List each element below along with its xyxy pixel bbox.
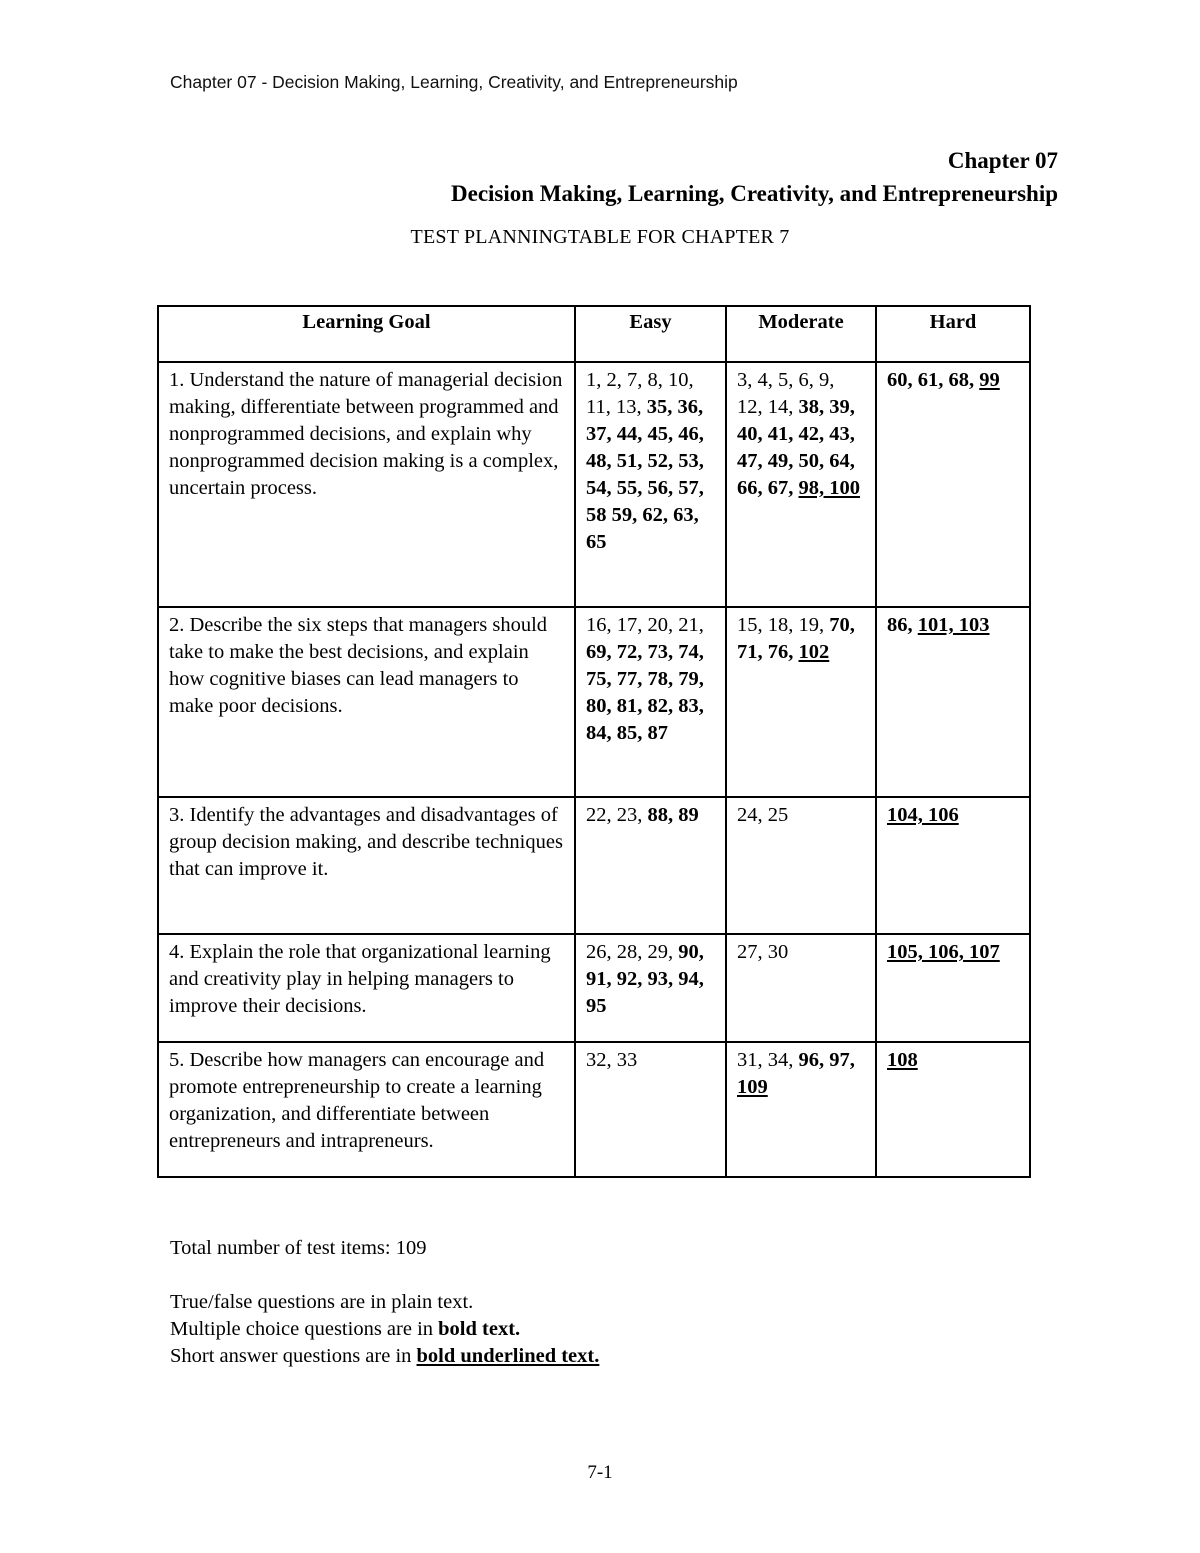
running-header: Chapter 07 - Decision Making, Learning, Creativity, and Entrepreneurship — [170, 72, 738, 92]
moderate-item-group: 15, 18, 19, — [737, 614, 830, 636]
moderate-item-group: 98, 100 — [798, 477, 860, 499]
chapter-heading — [451, 144, 1058, 210]
moderate-items-cell — [726, 607, 876, 797]
moderate-item-group: 24, 25 — [737, 804, 789, 826]
learning-goal-cell: 3. Identify the advantages and disadvantages of group decision making, and describe techniques that can improve it. — [158, 797, 575, 934]
easy-item-group: 22, 23, — [586, 804, 648, 826]
test-planning-table — [157, 305, 1031, 1178]
moderate-item-group: 3, 4, 5, 6, 9, 12, 14, — [737, 369, 835, 418]
hard-item-group: 86, — [887, 614, 918, 636]
note-true-false: True/false questions are in plain text. — [170, 1291, 474, 1313]
hard-items-cell — [876, 362, 1030, 607]
learning-goal-cell: 2. Describe the six steps that managers should take to make the best decisions, and explain how cognitive biases can lead managers to make poor decisions. — [158, 607, 575, 797]
easy-items-cell — [575, 607, 726, 797]
header-learning-goal: Learning Goal — [158, 306, 575, 362]
page-number: 7-1 — [587, 1462, 613, 1483]
moderate-item-group: 27, 30 — [737, 941, 789, 963]
easy-item-group: 26, 28, 29, — [586, 941, 679, 963]
table-title: TEST PLANNINGTABLE FOR CHAPTER 7 — [410, 226, 790, 248]
easy-item-group: 16, 17, 20, 21, — [586, 614, 704, 636]
moderate-items-cell — [726, 362, 876, 607]
moderate-item-group: 109 — [737, 1076, 768, 1098]
footer-notes — [170, 1235, 599, 1370]
moderate-item-group: 38, 39, 40, 41, 42, 43, 47, 49, 50, 64, 66, 67, — [737, 396, 855, 499]
easy-items-cell — [575, 934, 726, 1042]
table-row — [158, 797, 1030, 934]
hard-items-cell — [876, 607, 1030, 797]
easy-item-group: 69, 72, 73, 74, 75, 77, 78, 79, 80, 81, 82, 83, 84, 85, 87 — [586, 641, 704, 744]
easy-items-cell — [575, 797, 726, 934]
hard-items-cell — [876, 797, 1030, 934]
table-row — [158, 362, 1030, 607]
moderate-items-cell — [726, 934, 876, 1042]
learning-goal-cell: 5. Describe how managers can encourage and promote entrepreneurship to create a learning organization, and differentiate between entrepreneurs and intrapreneurs. — [158, 1042, 575, 1177]
moderate-items-cell — [726, 797, 876, 934]
hard-item-group: 108 — [887, 1049, 918, 1071]
table-header-row — [158, 306, 1030, 362]
table-row — [158, 934, 1030, 1042]
header-moderate: Moderate — [726, 306, 876, 362]
easy-item-group: 32, 33 — [586, 1049, 638, 1071]
chapter-title: Decision Making, Learning, Creativity, and Entrepreneurship — [451, 181, 1058, 206]
moderate-item-group: 96, 97, — [798, 1049, 855, 1071]
table-row — [158, 1042, 1030, 1177]
moderate-item-group: 31, 34, — [737, 1049, 799, 1071]
chapter-number: Chapter 07 — [947, 148, 1058, 173]
hard-item-group: 60, 61, 68, — [887, 369, 980, 391]
easy-items-cell — [575, 1042, 726, 1177]
learning-goal-cell: 4. Explain the role that organizational learning and creativity play in helping managers to improve their decisions. — [158, 934, 575, 1042]
header-easy: Easy — [575, 306, 726, 362]
moderate-item-group: 70, 71, 76, — [737, 614, 855, 663]
easy-items-cell — [575, 362, 726, 607]
header-hard: Hard — [876, 306, 1030, 362]
hard-items-cell — [876, 1042, 1030, 1177]
hard-item-group: 104, 106 — [887, 804, 959, 826]
hard-items-cell — [876, 934, 1030, 1042]
hard-item-group: 99 — [979, 369, 1000, 391]
table-row — [158, 607, 1030, 797]
easy-item-group: 88, 89 — [647, 804, 699, 826]
easy-item-group: 1, 2, 7, 8, 10, 11, 13, — [586, 369, 694, 418]
easy-item-group: 35, 36, 37, 44, 45, 46, 48, 51, 52, 53, 54, 55, 56, 57, 58 59, 62, 63, 65 — [586, 396, 704, 553]
note-short-answer: Short answer questions are in bold underlined text. — [170, 1345, 600, 1367]
easy-item-group: 90, 91, 92, 93, 94, 95 — [586, 941, 704, 1017]
moderate-item-group: 102 — [798, 641, 830, 663]
learning-goal-cell: 1. Understand the nature of managerial decision making, differentiate between programmed and nonprogrammed decisions, and explain why nonprogrammed decision making is a complex, uncertain process. — [158, 362, 575, 607]
hard-item-group: 105, 106, 107 — [887, 941, 1000, 963]
hard-item-group: 101, 103 — [917, 614, 990, 636]
total-items: Total number of test items: 109 — [170, 1237, 427, 1259]
moderate-items-cell — [726, 1042, 876, 1177]
note-multiple-choice: Multiple choice questions are in bold text. — [170, 1318, 521, 1340]
